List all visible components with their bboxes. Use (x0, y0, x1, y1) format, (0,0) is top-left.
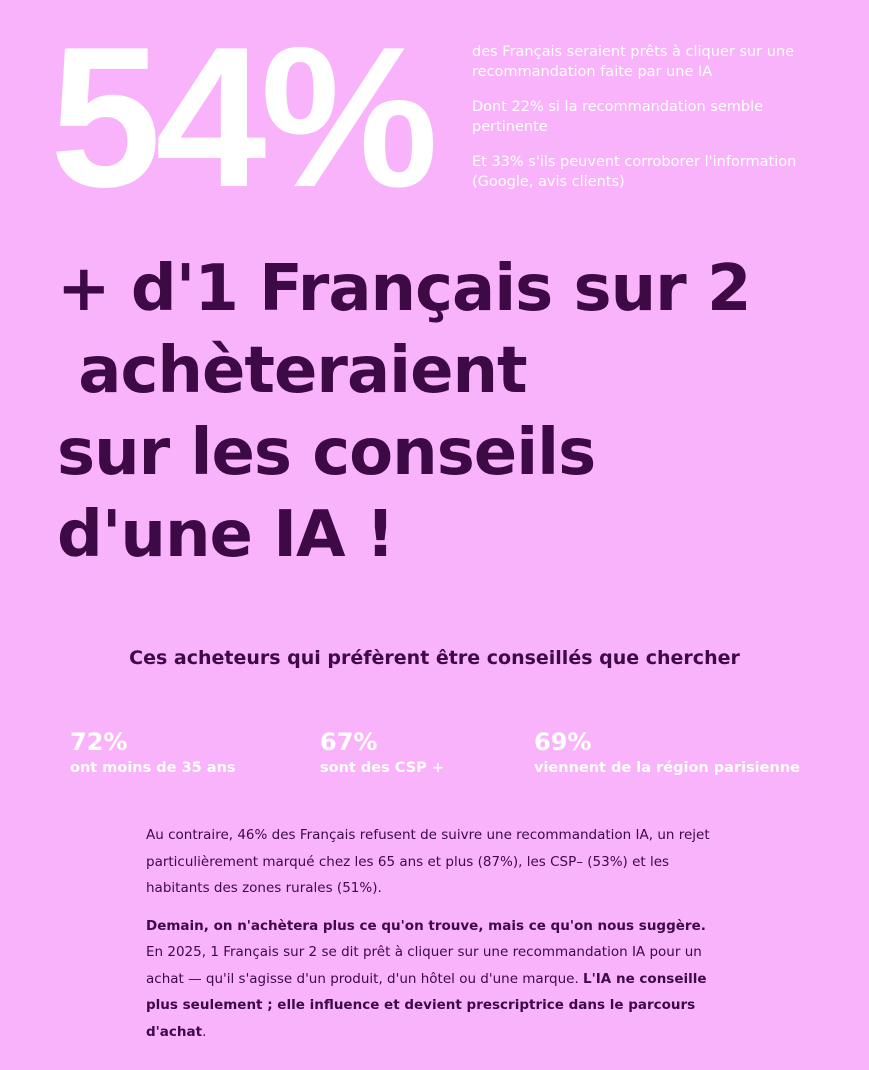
stat-value: 72% (70, 728, 128, 756)
headline-line-2: achèteraient (57, 334, 527, 408)
stat-value: 67% (320, 728, 378, 756)
body-paragraph-2-start: En 2025, 1 Français sur 2 se dit prêt à cliquer sur une recommandation IA pour un achat — qu'il s'agisse d'un produit, d'un hôtel ou d'une marque. (146, 944, 702, 987)
hero-note-3: Et 33% s'ils peuvent corroborer l'information (Google, avis clients) (472, 154, 797, 190)
body-lead: Demain, on n'achètera plus ce qu'on trouve, mais ce qu'on nous suggère. (146, 917, 706, 934)
body-paragraph-1: Au contraire, 46% des Français refusent de suivre une recommandation IA, un rejet particulièrement marqué chez les 65 ans et plus (87%), les CSP– (53%) et les habitants des zones rurales (51%). (146, 827, 710, 896)
stat-card-csp (320, 728, 444, 778)
hero-note-1: des Français seraient prêts à cliquer sur une recommandation faite par une IA (472, 44, 795, 80)
headline-line-4: d'une IA ! (57, 498, 395, 572)
main-headline (57, 248, 857, 576)
stat-label: ont moins de 35 ans (70, 760, 236, 776)
body-text (146, 822, 736, 1045)
hero-percentage: 54% (50, 6, 433, 229)
stat-label: sont des CSP + (320, 760, 444, 776)
stat-card-region (534, 728, 800, 778)
body-paragraph-2-end: . (202, 1023, 207, 1040)
stat-label: viennent de la région parisienne (534, 760, 800, 776)
stat-card-age (70, 728, 236, 778)
headline-line-3: sur les conseils (57, 416, 596, 490)
body-paragraph-2-bold: L'IA ne conseille plus seulement ; elle influence et devient prescriptrice dans le parcours d'achat (146, 970, 707, 1040)
hero-note-2: Dont 22% si la recommandation semble pertinente (472, 99, 764, 135)
body-paragraph-2 (146, 913, 736, 1046)
headline-line-1: + d'1 Français sur 2 (57, 252, 751, 326)
hero-notes (472, 42, 832, 207)
stat-value: 69% (534, 728, 592, 756)
section-title: Ces acheteurs qui préfèrent être conseillés que chercher (129, 647, 740, 669)
